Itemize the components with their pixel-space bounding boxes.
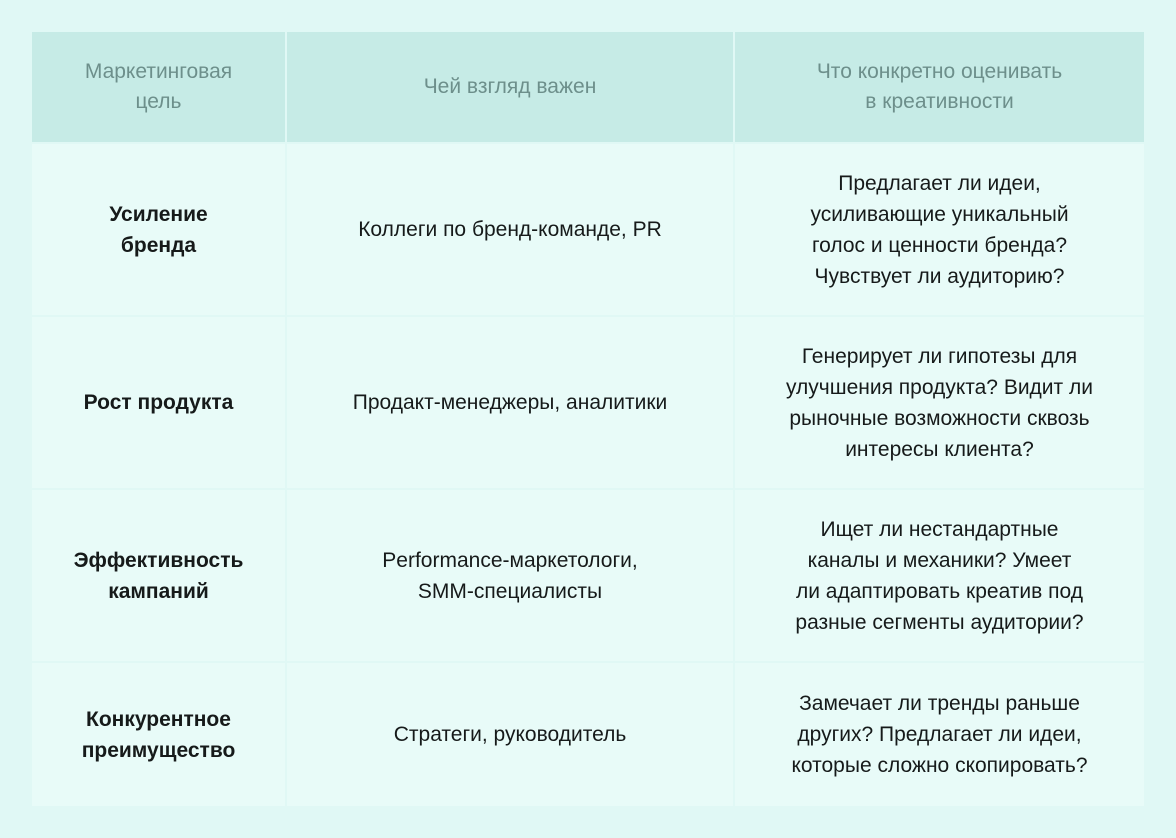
- row-1-what-to-evaluate: Предлагает ли идеи, усиливающие уникальный голос и ценности бренда? Чувствует ли аудиторию?: [735, 144, 1144, 315]
- row-2-what-to-evaluate: Генерирует ли гипотезы для улучшения продукта? Видит ли рыночные возможности сквозь интересы клиента?: [735, 317, 1144, 488]
- header-what-to-evaluate: Что конкретно оценивать в креативности: [735, 32, 1144, 142]
- row-2-goal: Рост продукта: [32, 317, 285, 488]
- row-4-goal: Конкурентное преимущество: [32, 663, 285, 806]
- header-goal: Маркетинговая цель: [32, 32, 285, 142]
- row-3-whose-view: Performance-маркетологи, SMM-специалисты: [287, 490, 733, 661]
- criteria-table: [32, 32, 1144, 806]
- row-1-goal: Усиление бренда: [32, 144, 285, 315]
- row-3-what-to-evaluate: Ищет ли нестандартные каналы и механики? Умеет ли адаптировать креатив под разные сегменты аудитории?: [735, 490, 1144, 661]
- header-whose-view: Чей взгляд важен: [287, 32, 733, 142]
- row-4-whose-view: Стратеги, руководитель: [287, 663, 733, 806]
- row-1-whose-view: Коллеги по бренд-команде, PR: [287, 144, 733, 315]
- row-2-whose-view: Продакт-менеджеры, аналитики: [287, 317, 733, 488]
- row-3-goal: Эффективность кампаний: [32, 490, 285, 661]
- row-4-what-to-evaluate: Замечает ли тренды раньше других? Предлагает ли идеи, которые сложно скопировать?: [735, 663, 1144, 806]
